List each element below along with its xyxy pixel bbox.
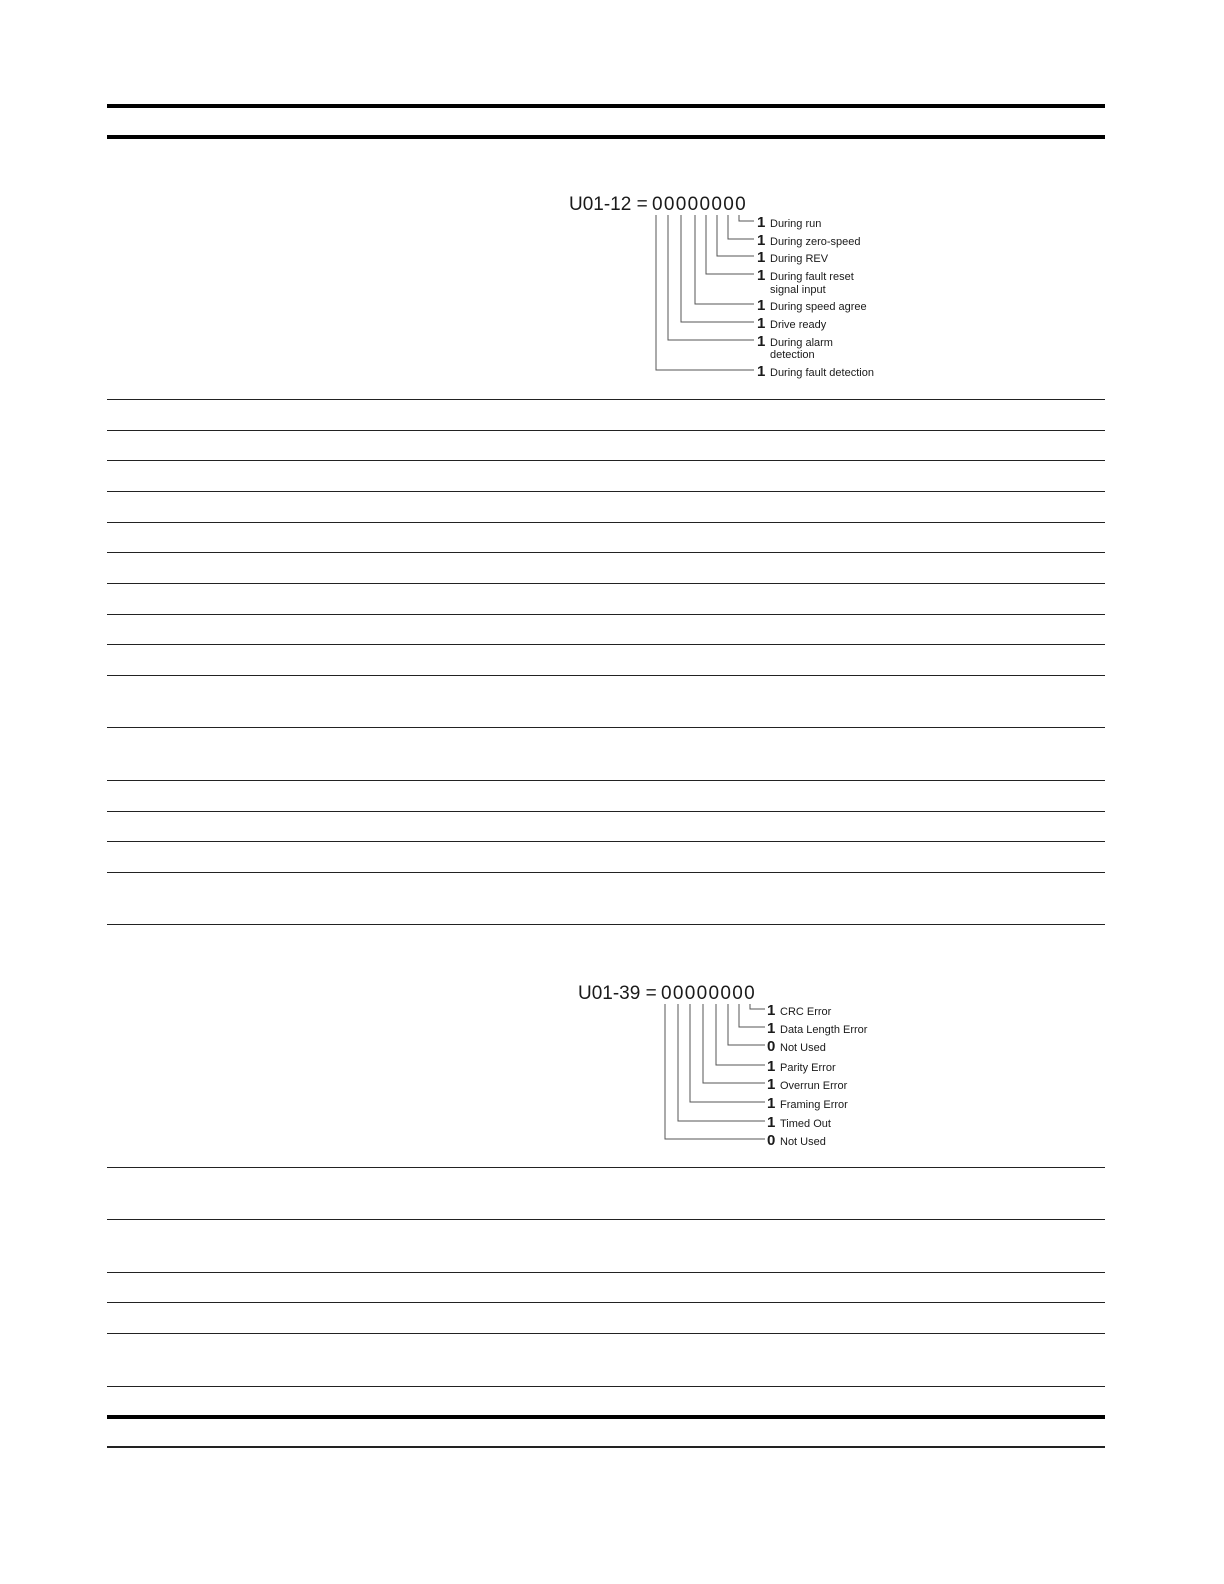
table-row-divider — [107, 460, 1105, 461]
bit-label: CRC Error — [780, 1006, 832, 1018]
bit-label: Timed Out — [780, 1118, 831, 1130]
bit-label: During run — [770, 218, 822, 230]
table-row-divider — [107, 1219, 1105, 1220]
connector-bit4 — [695, 215, 754, 304]
table-row-divider — [107, 1272, 1105, 1273]
bit-label: During zero-speed — [770, 236, 861, 248]
connector-bit4 — [703, 1004, 765, 1083]
bit-value: 1 — [757, 214, 766, 231]
bit-value: 1 — [767, 1114, 776, 1131]
table-row-divider — [107, 841, 1105, 842]
bit-value: 1 — [757, 232, 766, 249]
bit-value: 1 — [757, 363, 766, 380]
bit-value: 1 — [767, 1095, 776, 1112]
bit-label: During fault reset — [770, 271, 854, 283]
connector-bit0 — [739, 215, 754, 221]
connector-bit0 — [750, 1004, 765, 1009]
table-row-divider — [107, 872, 1105, 873]
bit-value: 1 — [757, 333, 766, 350]
bit-diagram-u01-39 — [575, 979, 895, 1154]
bit-label: During speed agree — [770, 301, 867, 313]
header-rule-bottom — [107, 135, 1105, 139]
bit-label: Data Length Error — [780, 1024, 868, 1036]
table-row-divider — [107, 1302, 1105, 1303]
table-row-divider — [107, 780, 1105, 781]
bit-diagram-u01-12 — [566, 190, 896, 385]
bit-value: 1 — [757, 297, 766, 314]
table-row-divider — [107, 1333, 1105, 1334]
bit-digits: 00000000 — [661, 983, 756, 1004]
bit-label-cont: detection — [770, 349, 815, 361]
connector-bit6 — [678, 1004, 765, 1121]
footer-rule-top — [107, 1415, 1105, 1419]
table-row-divider — [107, 491, 1105, 492]
table-row-divider — [107, 1167, 1105, 1168]
table-row-divider — [107, 583, 1105, 584]
bit-label: During fault detection — [770, 367, 874, 379]
bit-value: 1 — [767, 1002, 776, 1019]
bit-digits: 00000000 — [652, 194, 747, 215]
bit-label: During alarm — [770, 337, 833, 349]
bit-value: 1 — [767, 1076, 776, 1093]
table-row-divider — [107, 614, 1105, 615]
bit-label: Framing Error — [780, 1099, 848, 1111]
bit-value: 1 — [757, 315, 766, 332]
connector-bit7 — [656, 215, 754, 370]
table-row-divider — [107, 675, 1105, 676]
table-row-divider — [107, 552, 1105, 553]
connector-bit3 — [706, 215, 754, 274]
monitor-label: U01-39 = — [578, 983, 657, 1004]
table-row-divider — [107, 811, 1105, 812]
connector-bit2 — [728, 1004, 765, 1045]
bit-value: 1 — [757, 249, 766, 266]
bit-value: 1 — [757, 267, 766, 284]
bit-value: 1 — [767, 1020, 776, 1037]
table-row-divider — [107, 1386, 1105, 1387]
connector-bit7 — [665, 1004, 765, 1139]
bit-label: During REV — [770, 253, 829, 265]
footer-rule-bottom — [107, 1446, 1105, 1448]
bit-label: Not Used — [780, 1136, 826, 1148]
table-row-divider — [107, 727, 1105, 728]
bit-label: Not Used — [780, 1042, 826, 1054]
table-row-divider — [107, 522, 1105, 523]
bit-label: Drive ready — [770, 319, 827, 331]
bit-label: Overrun Error — [780, 1080, 848, 1092]
connector-bit1 — [739, 1004, 765, 1027]
table-row-divider — [107, 644, 1105, 645]
bit-value: 1 — [767, 1058, 776, 1075]
bit-value: 0 — [767, 1038, 776, 1055]
table-row-divider — [107, 924, 1105, 925]
bit-value: 0 — [767, 1132, 776, 1149]
bit-label: Parity Error — [780, 1062, 836, 1074]
connector-bit1 — [728, 215, 754, 239]
header-rule-top — [107, 104, 1105, 108]
bit-label-cont: signal input — [770, 284, 826, 296]
monitor-label: U01-12 = — [569, 194, 648, 215]
connector-bit3 — [716, 1004, 765, 1065]
table-row-divider — [107, 430, 1105, 431]
table-row-divider — [107, 399, 1105, 400]
